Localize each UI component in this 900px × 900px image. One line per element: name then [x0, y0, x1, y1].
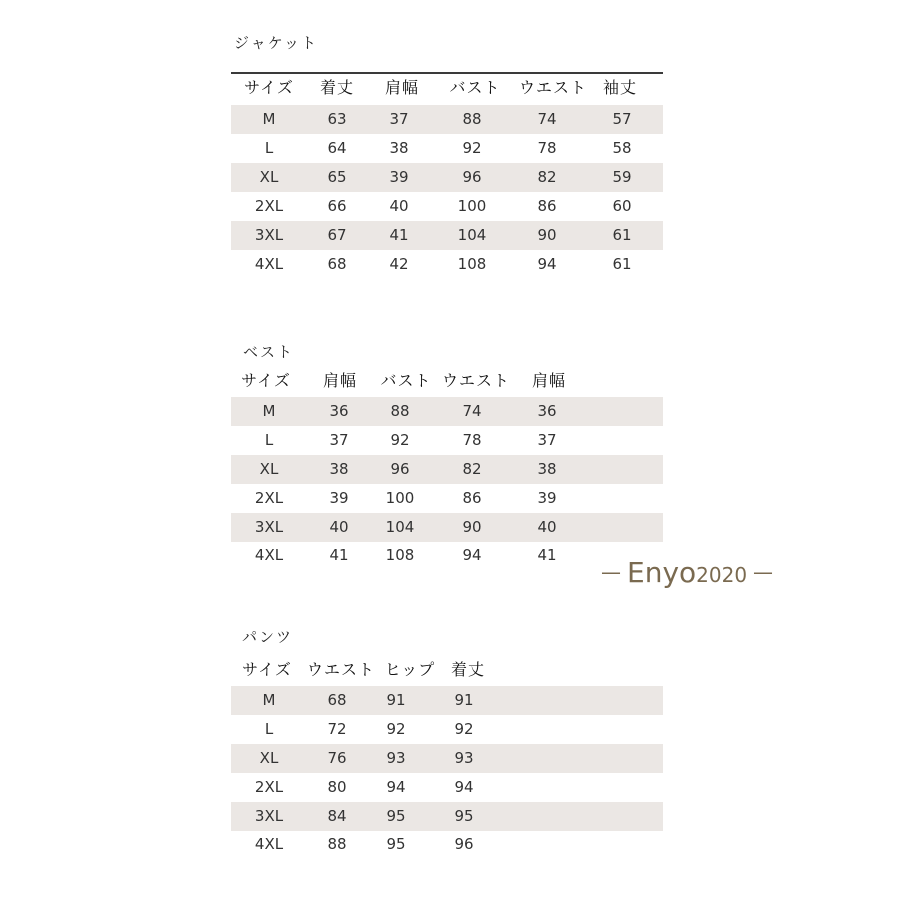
table-row: [231, 192, 663, 221]
value-cell: 39: [537, 489, 557, 507]
value-cell: 86: [462, 489, 482, 507]
jacket-header-row: [231, 73, 663, 102]
value-cell: 74: [462, 402, 482, 420]
value-cell: 68: [327, 691, 347, 709]
size-cell: L: [264, 720, 274, 738]
header-cell: バスト: [380, 371, 432, 390]
size-cell: M: [262, 110, 276, 128]
value-cell: 36: [329, 402, 349, 420]
value-cell: 41: [389, 226, 409, 244]
value-cell: 94: [462, 546, 482, 564]
size-cell: 4XL: [254, 835, 284, 853]
value-cell: 108: [457, 255, 487, 273]
value-cell: 88: [327, 835, 347, 853]
header-cell: ウエスト: [306, 660, 376, 679]
header-cell: 肩幅: [384, 78, 420, 97]
value-cell: 38: [329, 460, 349, 478]
value-cell: 38: [537, 460, 557, 478]
table-row: [231, 134, 663, 163]
value-cell: 68: [327, 255, 347, 273]
header-cell: 袖丈: [602, 78, 638, 97]
value-cell: 65: [327, 168, 347, 186]
value-cell: 90: [462, 518, 482, 536]
value-cell: 93: [454, 749, 474, 767]
size-cell: 3XL: [254, 226, 284, 244]
value-cell: 39: [329, 489, 349, 507]
header-cell: ウエスト: [518, 78, 588, 97]
brand-dash-left: —: [601, 560, 621, 584]
table-row: [231, 744, 663, 773]
pants-header-row: [231, 655, 663, 684]
value-cell: 90: [537, 226, 557, 244]
header-cell: ウエスト: [441, 371, 511, 390]
brand-name: Enyo: [627, 555, 697, 589]
value-cell: 37: [329, 431, 349, 449]
header-cell: 着丈: [319, 78, 355, 97]
value-cell: 92: [390, 431, 410, 449]
header-cell: 肩幅: [531, 371, 567, 390]
header-cell: 肩幅: [322, 371, 358, 390]
value-cell: 100: [385, 489, 415, 507]
table-row: [231, 397, 663, 426]
jacket-title: ジャケット: [234, 34, 318, 52]
value-cell: 96: [390, 460, 410, 478]
value-cell: 39: [389, 168, 409, 186]
value-cell: 66: [327, 197, 347, 215]
value-cell: 82: [462, 460, 482, 478]
value-cell: 36: [537, 402, 557, 420]
vest-header-row: [231, 366, 663, 395]
value-cell: 58: [612, 139, 632, 157]
value-cell: 88: [462, 110, 482, 128]
size-cell: 4XL: [254, 255, 284, 273]
value-cell: 61: [612, 255, 632, 273]
size-cell: M: [262, 402, 276, 420]
table-row: [231, 715, 663, 744]
value-cell: 67: [327, 226, 347, 244]
size-cell: 2XL: [254, 489, 284, 507]
value-cell: 63: [327, 110, 347, 128]
size-cell: XL: [259, 460, 279, 478]
value-cell: 91: [454, 691, 474, 709]
value-cell: 84: [327, 807, 347, 825]
value-cell: 40: [389, 197, 409, 215]
value-cell: 38: [389, 139, 409, 157]
value-cell: 108: [385, 546, 415, 564]
header-cell: バスト: [449, 78, 501, 97]
value-cell: 61: [612, 226, 632, 244]
table-row: [231, 163, 663, 192]
size-cell: XL: [259, 749, 279, 767]
size-cell: XL: [259, 168, 279, 186]
value-cell: 95: [386, 835, 406, 853]
value-cell: 86: [537, 197, 557, 215]
value-cell: 82: [537, 168, 557, 186]
value-cell: 37: [389, 110, 409, 128]
table-row: [231, 455, 663, 484]
table-row: [231, 686, 663, 715]
size-cell: 2XL: [254, 197, 284, 215]
header-cell: 着丈: [450, 660, 486, 679]
value-cell: 78: [537, 139, 557, 157]
value-cell: 96: [454, 835, 474, 853]
value-cell: 37: [537, 431, 557, 449]
size-cell: L: [264, 139, 274, 157]
table-row: [231, 830, 663, 859]
brand-watermark: [601, 555, 773, 589]
table-row: [231, 513, 663, 542]
table-row: [231, 541, 663, 570]
value-cell: 95: [454, 807, 474, 825]
value-cell: 41: [329, 546, 349, 564]
value-cell: 94: [386, 778, 406, 796]
value-cell: 60: [612, 197, 632, 215]
size-cell: 2XL: [254, 778, 284, 796]
header-cell: サイズ: [241, 371, 291, 390]
table-row: [231, 802, 663, 831]
size-cell: 3XL: [254, 807, 284, 825]
value-cell: 76: [327, 749, 347, 767]
table-row: [231, 484, 663, 513]
value-cell: 92: [454, 720, 474, 738]
value-cell: 91: [386, 691, 406, 709]
table-row: [231, 105, 663, 134]
table-row: [231, 426, 663, 455]
table-row: [231, 773, 663, 802]
header-cell: ヒップ: [384, 660, 436, 679]
value-cell: 92: [462, 139, 482, 157]
value-cell: 104: [457, 226, 487, 244]
table-row: [231, 221, 663, 250]
value-cell: 78: [462, 431, 482, 449]
size-cell: M: [262, 691, 276, 709]
jacket-header-rule: [231, 72, 663, 74]
brand-dash-right: —: [753, 560, 774, 584]
value-cell: 40: [537, 518, 557, 536]
header-cell: サイズ: [244, 78, 294, 97]
value-cell: 74: [537, 110, 557, 128]
vest-title: ベスト: [243, 343, 295, 361]
value-cell: 104: [385, 518, 415, 536]
size-cell: L: [264, 431, 274, 449]
value-cell: 40: [329, 518, 349, 536]
size-cell: 3XL: [254, 518, 284, 536]
value-cell: 42: [389, 255, 409, 273]
value-cell: 100: [457, 197, 487, 215]
value-cell: 80: [327, 778, 347, 796]
value-cell: 93: [386, 749, 406, 767]
value-cell: 92: [386, 720, 406, 738]
value-cell: 94: [454, 778, 474, 796]
header-cell: サイズ: [242, 660, 292, 679]
brand-year: 2020: [696, 563, 748, 587]
value-cell: 72: [327, 720, 347, 738]
pants-title: パンツ: [242, 628, 294, 646]
size-cell: 4XL: [254, 546, 284, 564]
value-cell: 88: [390, 402, 410, 420]
value-cell: 96: [462, 168, 482, 186]
table-row: [231, 250, 663, 279]
value-cell: 64: [327, 139, 347, 157]
value-cell: 41: [537, 546, 557, 564]
value-cell: 57: [612, 110, 632, 128]
value-cell: 59: [612, 168, 632, 186]
value-cell: 94: [537, 255, 557, 273]
value-cell: 95: [386, 807, 406, 825]
